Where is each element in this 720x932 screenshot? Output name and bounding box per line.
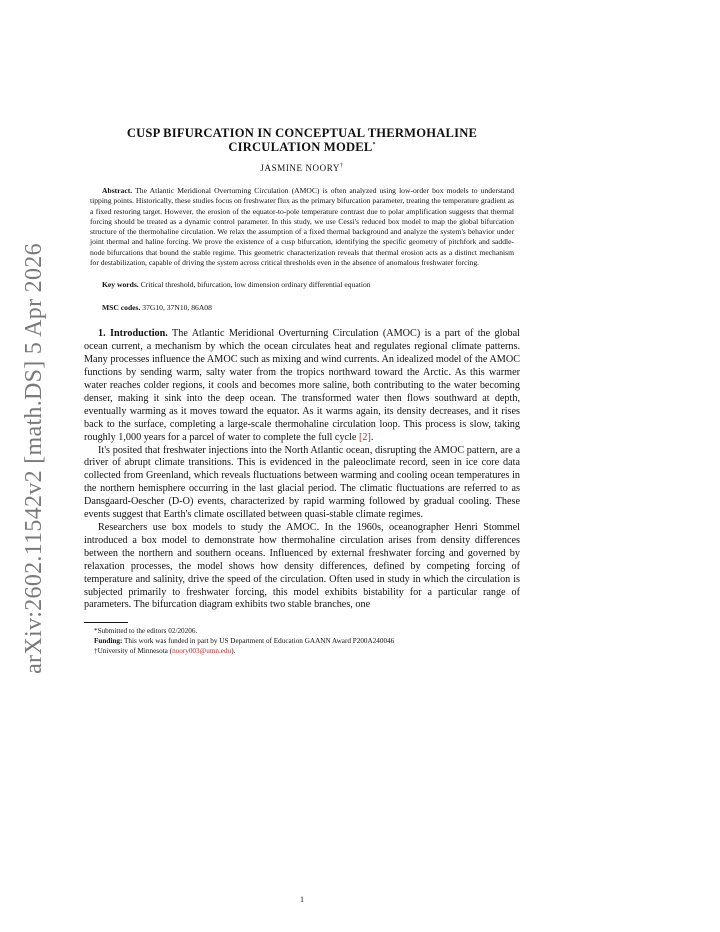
affiliation-end: ). [231, 646, 236, 655]
intro-paragraph-1 [84, 328, 520, 444]
funding-label: Funding: [94, 636, 123, 645]
intro-p1-end: . [370, 431, 374, 443]
footnote-funding [84, 637, 520, 647]
intro-p1-text: The Atlantic Meridional Overturning Circulation (AMOC) is a part of the global ocean current, a mechanism by which the ocean circulates heat and regulates regional climate patterns. Many processes influence the AMOC such as mixing and wind currents. An idealized model of the AMOC functions by sending warm, salty water from the tropics northward toward the Arctic. As this warmer water reaches colder regions, it cools and becomes more saline, both contributing to the water becoming denser, making it sink into the deep ocean. The transformed water then flows southward at depth, eventually warming as it moves toward the equator. As it warms again, its density decreases, and it rises back to the surface, completing a large-scale thermohaline circulation loop. This process is slow, taking roughly 1,000 years for a parcel of water to complete the full cycle [84, 328, 520, 443]
arxiv-stamp [8, 242, 60, 674]
page-number: 1 [300, 895, 304, 904]
intro-paragraph-2: It's posited that freshwater injections into the North Atlantic ocean, disrupting the AMOC pattern, are a driver of abrupt climate transitions. This is evidenced in the paleoclimate record, seen in ice core data collected from Greenland, which reveals fluctuations between warming and cooling ocean temperatures in the northern hemisphere occurring in the last glacial period. The climatic fluctuations are referred to as Dansgaard-Oescher (D-O) events, characterized by rapid warming followed by gradual cooling. These events suggest that Earth's climate oscillated between quasi-stable climate regimes. [84, 444, 520, 521]
msc-label: MSC codes. [102, 303, 141, 313]
abstract-text: The Atlantic Meridional Overturning Circulation (AMOC) is often analyzed using low-order box models to understand tipping points. Historically, these studies focus on freshwater flux as the primary bifurcation parameter, treating the temperature gradient as a fixed restoring target. However, the erosion of the equator-to-pole temperature contrast due to polar amplification suggests that thermal forcing should be treated as a dynamic control parameter. In this study, we use Cessi's reduced box model to map the global bifurcation structure of the thermohaline circulation. We relax the assumption of a fixed thermal background and analyze the system's behavior under joint thermal and haline forcing. We prove the existence of a cusp bifurcation, identifying the specific geometry of pitchfork and saddle-node bifurcations that bound the stable regime. This geometric characterization reveals that thermal erosion acts as a distinct mechanism for destabilization, capable of driving the system across critical thresholds even in the absence of anomalous freshwater forcing. [90, 186, 515, 268]
footnote-affiliation [84, 647, 520, 657]
msc-text: 37G10, 37N10, 86A08 [142, 303, 212, 313]
title-footnote-mark: * [372, 141, 376, 148]
email-link[interactable]: noory003@umn.edu [172, 646, 232, 655]
keywords [90, 280, 514, 289]
keywords-label: Key words. [102, 280, 139, 290]
paper-title [84, 126, 520, 154]
arxiv-stamp-text: arXiv:2602.11542v2 [math.DS] 5 Apr 2026 [20, 242, 47, 674]
affiliation-text: †University of Minnesota ( [94, 646, 173, 655]
author-name [84, 163, 520, 173]
funding-text: This work was funded in part by US Department of Education GAANN Award P200A240046 [124, 636, 395, 645]
msc-codes [90, 303, 514, 312]
section-heading: 1. Introduction. [98, 328, 168, 340]
abstract [90, 186, 514, 268]
author-text: JASMINE NOORY [260, 163, 340, 173]
intro-paragraph-3: Researchers use box models to study the AMOC. In the 1960s, oceanographer Henri Stommel introduced a box model to demonstrate how thermohaline circulation arises from density differences between the northern and southern oceans. Influenced by external freshwater forcing and governed by relaxation processes, the model shows how density differences, defined by competing forcing of temperature and salinity, drive the speed of the circulation. Often used in study in which the circulation is subjected primarily to freshwater forcing, this model exhibits bistability for a particular range of parameters. The bifurcation diagram exhibits two stable branches, one [84, 521, 520, 611]
citation-link[interactable]: [2] [358, 431, 371, 443]
footnote-submitted: *Submitted to the editors 02/20206. [94, 627, 198, 636]
paper-page [84, 126, 520, 656]
footnotes [84, 627, 520, 656]
footnote-divider [84, 622, 128, 623]
abstract-label: Abstract. [102, 186, 133, 195]
author-footnote-mark: † [339, 163, 344, 169]
title-line-2: CIRCULATION MODEL [228, 140, 373, 154]
keywords-text: Critical threshold, bifurcation, low dimension ordinary differential equation [140, 280, 371, 290]
title-line-1: CUSP BIFURCATION IN CONCEPTUAL THERMOHALINE [126, 126, 478, 140]
introduction-section [84, 328, 520, 612]
